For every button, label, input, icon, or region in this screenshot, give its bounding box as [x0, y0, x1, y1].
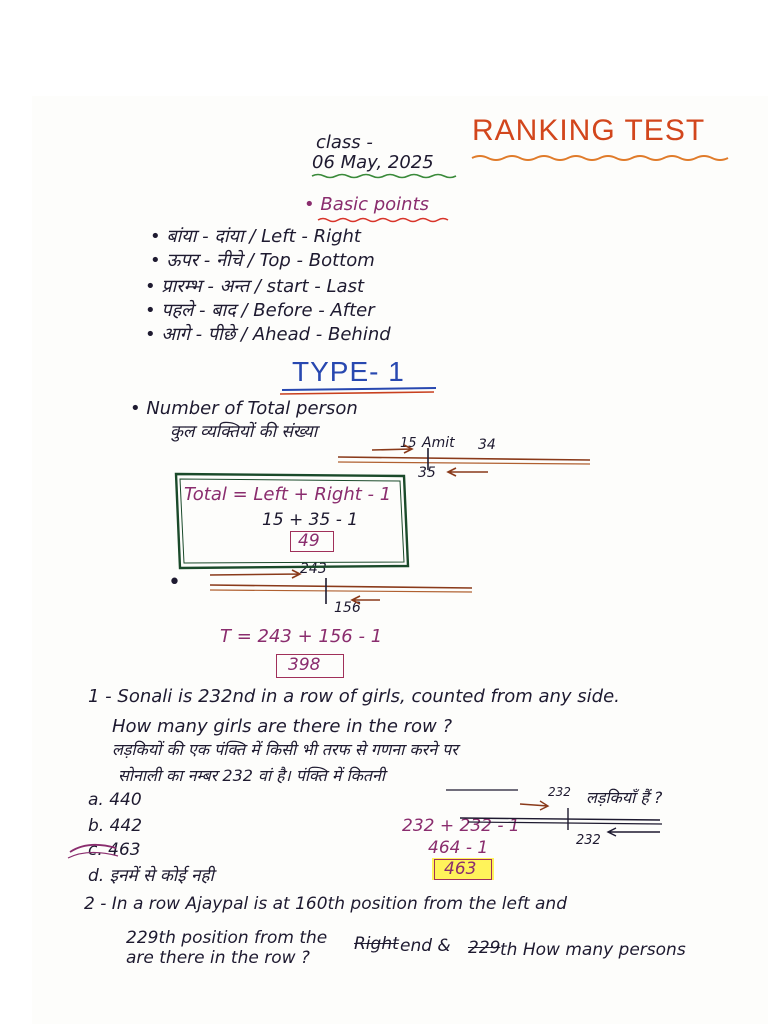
formula-line2: 15 + 35 - 1 [262, 510, 359, 530]
q2-line2-c: th How many persons [500, 940, 686, 960]
q2-line2-b: end & [400, 936, 451, 956]
q1-work1: 232 + 232 - 1 [402, 816, 520, 836]
type1-heading: TYPE- 1 [292, 356, 405, 387]
q1-hindi-end: लड़कियाँ हैं ? [586, 788, 663, 807]
q1-option-a: a. 440 [88, 790, 142, 810]
bullet-dot: • [168, 570, 181, 595]
diagram1-position: 35 [418, 465, 436, 481]
class-label: class - [316, 132, 373, 153]
q2-line2-strike1: Right [354, 934, 399, 954]
page-title: RANKING TEST [472, 114, 706, 147]
q1-fig-arrow-left [520, 801, 548, 810]
diagram2-top-value: 243 [300, 561, 327, 577]
formula2-answer: 398 [288, 655, 321, 675]
diagram1-arrow-left [372, 445, 412, 453]
formula-answer: 49 [298, 531, 320, 551]
q1-line2: How many girls are there in the row ? [112, 716, 453, 737]
q1-option-d: d. इनमें से कोई नही [88, 866, 214, 886]
date-underline [312, 175, 456, 178]
q1-answer: 463 [444, 859, 477, 879]
type1-underline-a [282, 388, 436, 390]
q1-line1: 1 - Sonali is 232nd in a row of girls, counted from any side. [88, 686, 620, 707]
type1-underline-b [280, 392, 434, 394]
q2-line2-strike2: 229 [468, 938, 501, 958]
basic-point-left-right: • बांया - दांया / Left - Right [150, 226, 361, 247]
basic-point-top-bottom: • ऊपर - नीचे / Top - Bottom [150, 250, 375, 271]
diagram1-line-top [338, 457, 590, 460]
basic-point-before-after: • पहले - बाद / Before - After [145, 300, 375, 321]
q1-fig-line-top [460, 818, 660, 820]
q2-line3: are there in the row ? [126, 948, 310, 968]
diagram1-name: Amit [422, 435, 455, 451]
q2-line2-a: 229th position from the [126, 928, 328, 948]
diagram2-line-bottom [210, 590, 472, 592]
date-text: 06 May, 2025 [312, 152, 434, 173]
q1-option-b: b. 442 [88, 816, 143, 836]
q1-fig-bottom: 232 [576, 833, 601, 848]
diagram2-line-top [210, 585, 472, 588]
q1-fig-top: 232 [548, 785, 571, 799]
basic-point-start-last: • प्रारम्भ - अन्त / start - Last [145, 276, 365, 297]
basic-underline [318, 219, 448, 222]
q1-option-c: c. 463 [88, 840, 141, 860]
diagram1-right-value: 34 [478, 437, 496, 453]
q2-line1: 2 - In a row Ajaypal is at 160th position from the left and [84, 894, 567, 914]
title-underline [472, 156, 728, 160]
q1-hindi1: लड़कियों की एक पंक्ति में किसी भी तरफ से गणना करने पर [112, 740, 458, 759]
option-c-tick [70, 845, 116, 852]
total-person-hindi: कुल व्यक्तियों की संख्या [170, 422, 318, 442]
formula2: T = 243 + 156 - 1 [220, 626, 383, 647]
q1-fig-arrow-right [608, 828, 660, 836]
diagram1-left-value: 15 [400, 436, 417, 451]
diagram2-bottom-value: 156 [334, 600, 361, 616]
q1-fig-line-bottom [468, 822, 662, 824]
total-person-line: • Number of Total person [130, 398, 358, 419]
diagram2-arrow-right [352, 596, 380, 604]
basic-points-heading: • Basic points [304, 194, 429, 215]
q1-hindi2: सोनाली का नम्बर 232 वां है। पंक्ति में कितनी [118, 766, 386, 785]
formula-line1: Total = Left + Right - 1 [184, 484, 392, 505]
basic-point-ahead-behind: • आगे - पीछे / Ahead - Behind [145, 324, 391, 345]
diagram1-line-bottom [338, 462, 590, 464]
diagram2-arrow-left [210, 570, 300, 578]
diagram1-arrow-right [448, 468, 488, 476]
formula-box [176, 474, 408, 568]
q1-work2: 464 - 1 [428, 838, 489, 858]
